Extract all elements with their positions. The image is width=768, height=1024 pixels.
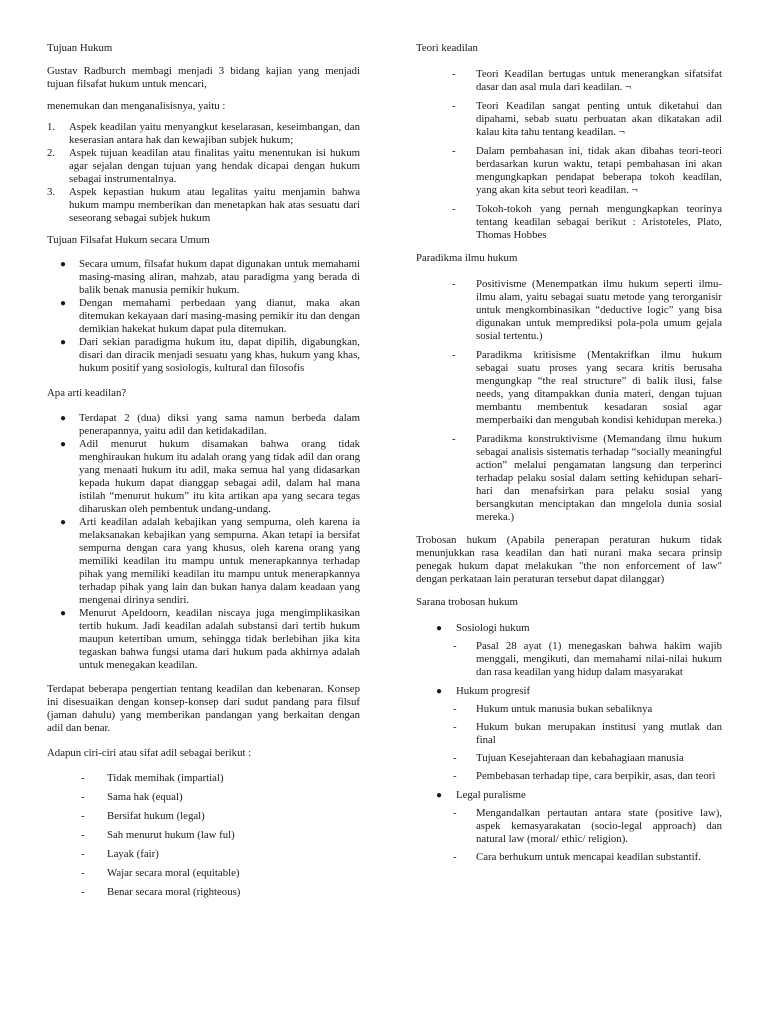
list-text: Terdapat 2 (dua) diksi yang sama namun berbeda dalam penerapannya, yaitu adil dan ketidakadilan. <box>79 412 360 437</box>
list-item <box>47 607 360 672</box>
list-item <box>47 791 360 804</box>
list-text: Layak (fair) <box>107 848 159 860</box>
list-item <box>416 433 722 524</box>
list-text: Sama hak (equal) <box>107 791 183 803</box>
list-number: 2. <box>47 147 56 159</box>
dash-icon: - <box>452 68 456 80</box>
list-item <box>416 145 722 197</box>
list-text: Aspek tujuan keadilan atau finalitas yaitu menentukan isi hukum agar sejalan dengan tujuan yang hendak dicapai dengan hukum sebagai instrumentalnya. <box>69 147 360 185</box>
bullet-icon: ● <box>60 608 67 619</box>
list-text: Positivisme (Menempatkan ilmu hukum seperti ilmu-ilmu alam, yaitu sebagai suatu metode yang terorganisir untuk mengkombinasikan “deductive logic” yang bisa digunakan untuk memprediksi pola-pola umum gejala sosial tertentu.) <box>476 278 722 342</box>
paradikma-list <box>416 278 722 524</box>
sublist <box>453 807 722 864</box>
title-tujuan-filsafat: Tujuan Filsafat Hukum secara Umum <box>47 234 210 246</box>
dash-icon: - <box>81 772 85 784</box>
trobosan-paragraph: Trobosan hukum (Apabila penerapan peraturan hukum tidak menunjukkan rasa keadilan dan hati nurani maka secara prinsip penegak hukum dapat melakukan "the non enforcement of law" dengan perkataan lain peraturan tersebut dapat dilanggar) <box>416 534 722 585</box>
list-item <box>453 807 722 846</box>
dash-icon: - <box>453 851 457 863</box>
radbruch-aspects-list <box>47 121 360 225</box>
dash-icon: - <box>81 810 85 822</box>
list-text: Wajar secara moral (equitable) <box>107 867 240 879</box>
bullet-icon: ● <box>436 623 443 634</box>
list-label: Hukum progresif <box>456 685 531 697</box>
list-item <box>47 121 360 147</box>
list-item <box>47 297 360 336</box>
dash-icon: - <box>452 203 456 215</box>
list-item <box>453 640 722 679</box>
tujuan-filsafat-list <box>47 258 360 375</box>
list-text: Pembebasan terhadap tipe, cara berpikir, asas, dan teori <box>476 770 716 782</box>
list-text: Cara berhukum untuk mencapai keadilan substantif. <box>476 851 701 863</box>
list-text: Arti keadilan adalah kebajikan yang sempurna, oleh karena ia melaksanakan kebajikan yang sempurna. Akan tetapi ia bersifat sempurna dengan cara yang khusus, oleh karena orang yang memiliki keadilan itu mampu untuk menerapkannya terhadap pihak yang memiliki keadilan itu mampu untuk menerapkannya terhadap pihak yang lain dan bukan hanya dalam keadaan yang mengenai dirinya sendiri. <box>79 516 360 606</box>
title-arti-keadilan: Apa arti keadilan? <box>47 387 127 399</box>
sublist <box>453 640 722 679</box>
dash-icon: - <box>452 349 456 361</box>
list-text: Bersifat hukum (legal) <box>107 810 205 822</box>
arti-keadilan-list <box>47 412 360 672</box>
list-text: Teori Keadilan bertugas untuk menerangkan sifatsifat dasar dan asal mula dari keadilan. ¬ <box>476 68 722 93</box>
right-column <box>416 42 722 870</box>
list-text: Tidak memihak (impartial) <box>107 772 224 784</box>
list-text: Hukum untuk manusia bukan sebaliknya <box>476 703 653 715</box>
dash-icon: - <box>453 770 457 782</box>
bullet-icon: ● <box>60 298 67 309</box>
list-text: Tujuan Kesejahteraan dan kebahagiaan manusia <box>476 752 684 764</box>
list-text: Menurut Apeldoorn, keadilan niscaya juga mengimplikasikan tertib hukum. Jadi keadilan adalah substansi dari tertib hukum maupun ketertiban umum, sehingga tidak berlebihan jika kita tegaskan bahwa fungsi utama dari hukum pada akhirnya adalah untuk menegakan keadilan. <box>79 607 360 671</box>
list-item <box>453 752 722 765</box>
list-item <box>47 886 360 899</box>
title-tujuan-hukum: Tujuan Hukum <box>47 42 113 54</box>
dash-icon: - <box>453 640 457 652</box>
list-text: Pasal 28 ayat (1) menegaskan bahwa hakim wajib menggali, mengikuti, dan memahami nilai-nilai hukum dan rasa keadilan yang hidup dalam masyarakat <box>476 640 722 678</box>
left-column <box>47 42 360 905</box>
list-text: Tokoh-tokoh yang pernah mengungkapkan teorinya tentang keadilan sebagai berikut : Aristoteles, Plato, Thomas Hobbes <box>476 203 722 241</box>
list-item <box>47 829 360 842</box>
list-item <box>416 685 722 783</box>
list-text: Paradikma kritisisme (Mentakrifkan ilmu hukum sebagai suatu proses yang secara kritis berusaha mengungkap “the real structure” di balik ilusi, false needs, yang ditampakkan dunia materi, dengan tujuan membantu membentuk kesadaran sosial agar memperbaiki dan mengubah kondisi kehidupan mereka.) <box>476 349 722 426</box>
title-teori-keadilan: Teori keadilan <box>416 42 478 54</box>
sarana-list <box>416 622 722 864</box>
dash-icon: - <box>452 433 456 445</box>
list-item <box>416 789 722 864</box>
dash-icon: - <box>452 100 456 112</box>
list-text: Adil menurut hukum disamakan bahwa orang tidak menghiraukan hukum itu adalah orang yang tidak adil dan orang yang menaati hukum itu adil, maka semua hal yang didasarkan kepada hukum dapat dianggap sebagai adil, dalam hal mana istilah “menurut hukum” itu kita artikan apa yang secara tegas diharuskan oleh pembentuk undang-undang. <box>79 438 360 515</box>
list-item <box>453 770 722 783</box>
list-item <box>416 68 722 94</box>
list-text: Dengan memahami perbedaan yang dianut, maka akan ditemukan kekayaan dari masing-masing pemikir itu dan dengan demikian hakekat hukum dapat pula ditemukan. <box>79 297 360 335</box>
list-item <box>47 810 360 823</box>
list-label: Legal puralisme <box>456 789 526 801</box>
title-ciri-adil: Adapun ciri-ciri atau sifat adil sebagai berikut : <box>47 747 252 759</box>
list-item <box>416 349 722 427</box>
list-text: Dalam pembahasan ini, tidak akan dibahas teori-teori berdasarkan kurun waktu, tetapi pembahasan ini akan mengungkapkan pendapat beberapa tokoh keadilan, yang akan kita sebut teori keadilan. ¬ <box>476 145 722 196</box>
sublist <box>453 703 722 783</box>
list-item <box>47 438 360 516</box>
dash-icon: - <box>81 848 85 860</box>
list-item <box>47 186 360 225</box>
list-item <box>416 622 722 679</box>
list-item <box>47 258 360 297</box>
pengertian-paragraph: Terdapat beberapa pengertian tentang keadilan dan kebenaran. Konsep ini disesuaikan dengan konsep-konsep dari sudut pandang para filsuf (jaman dahulu) yang memberikan pandangan yang berkaitan dengan adil dan benar. <box>47 683 360 734</box>
list-number: 1. <box>47 121 56 133</box>
list-item <box>47 772 360 785</box>
list-item <box>453 851 722 864</box>
list-item <box>47 147 360 186</box>
dash-icon: - <box>81 829 85 841</box>
list-text: Benar secara moral (righteous) <box>107 886 241 898</box>
dash-icon: - <box>453 721 457 733</box>
title-paradikma: Paradikma ilmu hukum <box>416 252 518 264</box>
list-text: Mengandalkan pertautan antara state (positive law), aspek kemasyarakatan (socio-legal approach) dan natural law (moral/ ethic/ religion). <box>476 807 722 845</box>
bullet-icon: ● <box>60 337 67 348</box>
title-sarana-trobosan: Sarana trobosan hukum <box>416 596 518 608</box>
list-label: Sosiologi hukum <box>456 622 530 634</box>
list-text: Aspek keadilan yaitu menyangkut keselarasan, keseimbangan, dan keserasian antara hak dan kewajiban subjek hukum; <box>69 121 360 146</box>
bullet-icon: ● <box>436 686 443 697</box>
bullet-icon: ● <box>60 439 67 450</box>
list-text: Aspek kepastian hukum atau legalitas yaitu menjamin bahwa hukum mampu memberikan dan menetapkan hak atas sesuatu dari seseorang sebagai subjek hukum <box>69 186 360 224</box>
dash-icon: - <box>453 703 457 715</box>
list-item <box>416 100 722 139</box>
dash-icon: - <box>81 886 85 898</box>
list-text: Secara umum, filsafat hukum dapat digunakan untuk memahami masing-masing aliran, mahzab, atau paradigma yang berada di balik benak manusia pemikir hukum. <box>79 258 360 296</box>
teori-keadilan-list <box>416 68 722 242</box>
dash-icon: - <box>452 278 456 290</box>
list-text: Hukum bukan merupakan institusi yang mutlak dan final <box>476 721 722 746</box>
list-number: 3. <box>47 186 56 198</box>
dash-icon: - <box>81 867 85 879</box>
list-item <box>47 848 360 861</box>
list-item <box>416 278 722 343</box>
dash-icon: - <box>81 791 85 803</box>
list-text: Sah menurut hukum (law ful) <box>107 829 235 841</box>
ciri-adil-list <box>47 772 360 899</box>
list-text: Dari sekian paradigma hukum itu, dapat dipilih, digabungkan, disari dan diracik menjadi sesuatu yang khas, hukum yang khas, hukum positif yang sosiologis, kultural dan filosofis <box>79 336 360 374</box>
intro-paragraph-2: menemukan dan menganalisisnya, yaitu : <box>47 100 226 112</box>
list-item <box>453 721 722 747</box>
bullet-icon: ● <box>436 790 443 801</box>
list-item <box>453 703 722 716</box>
bullet-icon: ● <box>60 259 67 270</box>
dash-icon: - <box>453 752 457 764</box>
list-item <box>416 203 722 242</box>
list-item <box>47 867 360 880</box>
dash-icon: - <box>452 145 456 157</box>
list-item <box>47 336 360 375</box>
bullet-icon: ● <box>60 413 67 424</box>
list-item <box>47 412 360 438</box>
dash-icon: - <box>453 807 457 819</box>
list-item <box>47 516 360 607</box>
list-text: Teori Keadilan sangat penting untuk diketahui dan dipahami, sebab suatu perbuatan akan dikatakan adil kalau kita tahu tentang keadilan. ¬ <box>476 100 722 138</box>
bullet-icon: ● <box>60 517 67 528</box>
intro-paragraph: Gustav Radburch membagi menjadi 3 bidang kajian yang menjadi tujuan filsafat hukum untuk mencari, <box>47 65 360 90</box>
list-text: Paradikma konstruktivisme (Memandang ilmu hukum sebagai analisis sistematis terhadap “socially meaningful action” melalui pengamatan langsung dan terperinci terhadap pelaku sosial dalam setting kehidupan sehari-hari dan menafsirkan para pelaku sosial yang bersangkutan menciptakan dan mngelola dunia sosial mereka.) <box>476 433 722 523</box>
